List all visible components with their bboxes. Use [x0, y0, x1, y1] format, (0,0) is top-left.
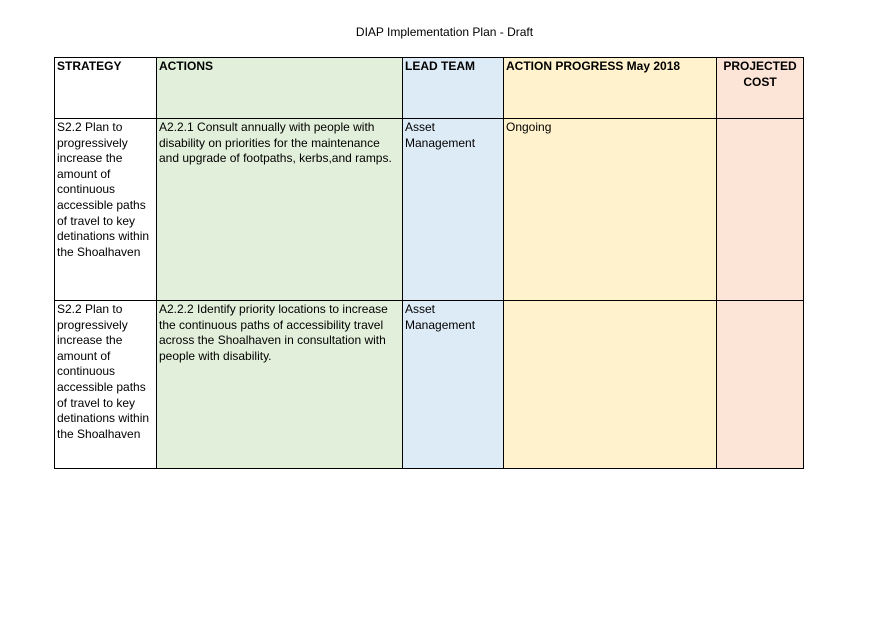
cell-strategy: S2.2 Plan to progressively increase the amount of continuous accessible paths of travel to key detinations within the Shoalhaven	[55, 301, 157, 469]
header-action-progress: ACTION PROGRESS May 2018	[504, 58, 717, 119]
cell-projected-cost	[717, 119, 804, 301]
cell-action-progress	[504, 301, 717, 469]
cell-projected-cost	[717, 301, 804, 469]
cell-actions: A2.2.2 Identify priority locations to increase the continuous paths of accessibility travel across the Shoalhaven in consultation with people with disability.	[157, 301, 403, 469]
header-lead-team: LEAD TEAM	[403, 58, 504, 119]
cell-lead-team: Asset Management	[403, 119, 504, 301]
page-title: DIAP Implementation Plan - Draft	[355, 25, 534, 39]
table-header-row	[55, 58, 804, 119]
table-row	[55, 301, 804, 469]
cell-lead-team: Asset Management	[403, 301, 504, 469]
header-actions: ACTIONS	[157, 58, 403, 119]
cell-action-progress: Ongoing	[504, 119, 717, 301]
cell-strategy: S2.2 Plan to progressively increase the amount of continuous accessible paths of travel to key detinations within the Shoalhaven	[55, 119, 157, 301]
implementation-plan-table	[54, 57, 804, 469]
cell-actions: A2.2.1 Consult annually with people with disability on priorities for the maintenance and upgrade of footpaths, kerbs,and ramps.	[157, 119, 403, 301]
table-row	[55, 119, 804, 301]
header-projected-cost: PROJECTED COST	[717, 58, 804, 119]
header-strategy: STRATEGY	[55, 58, 157, 119]
